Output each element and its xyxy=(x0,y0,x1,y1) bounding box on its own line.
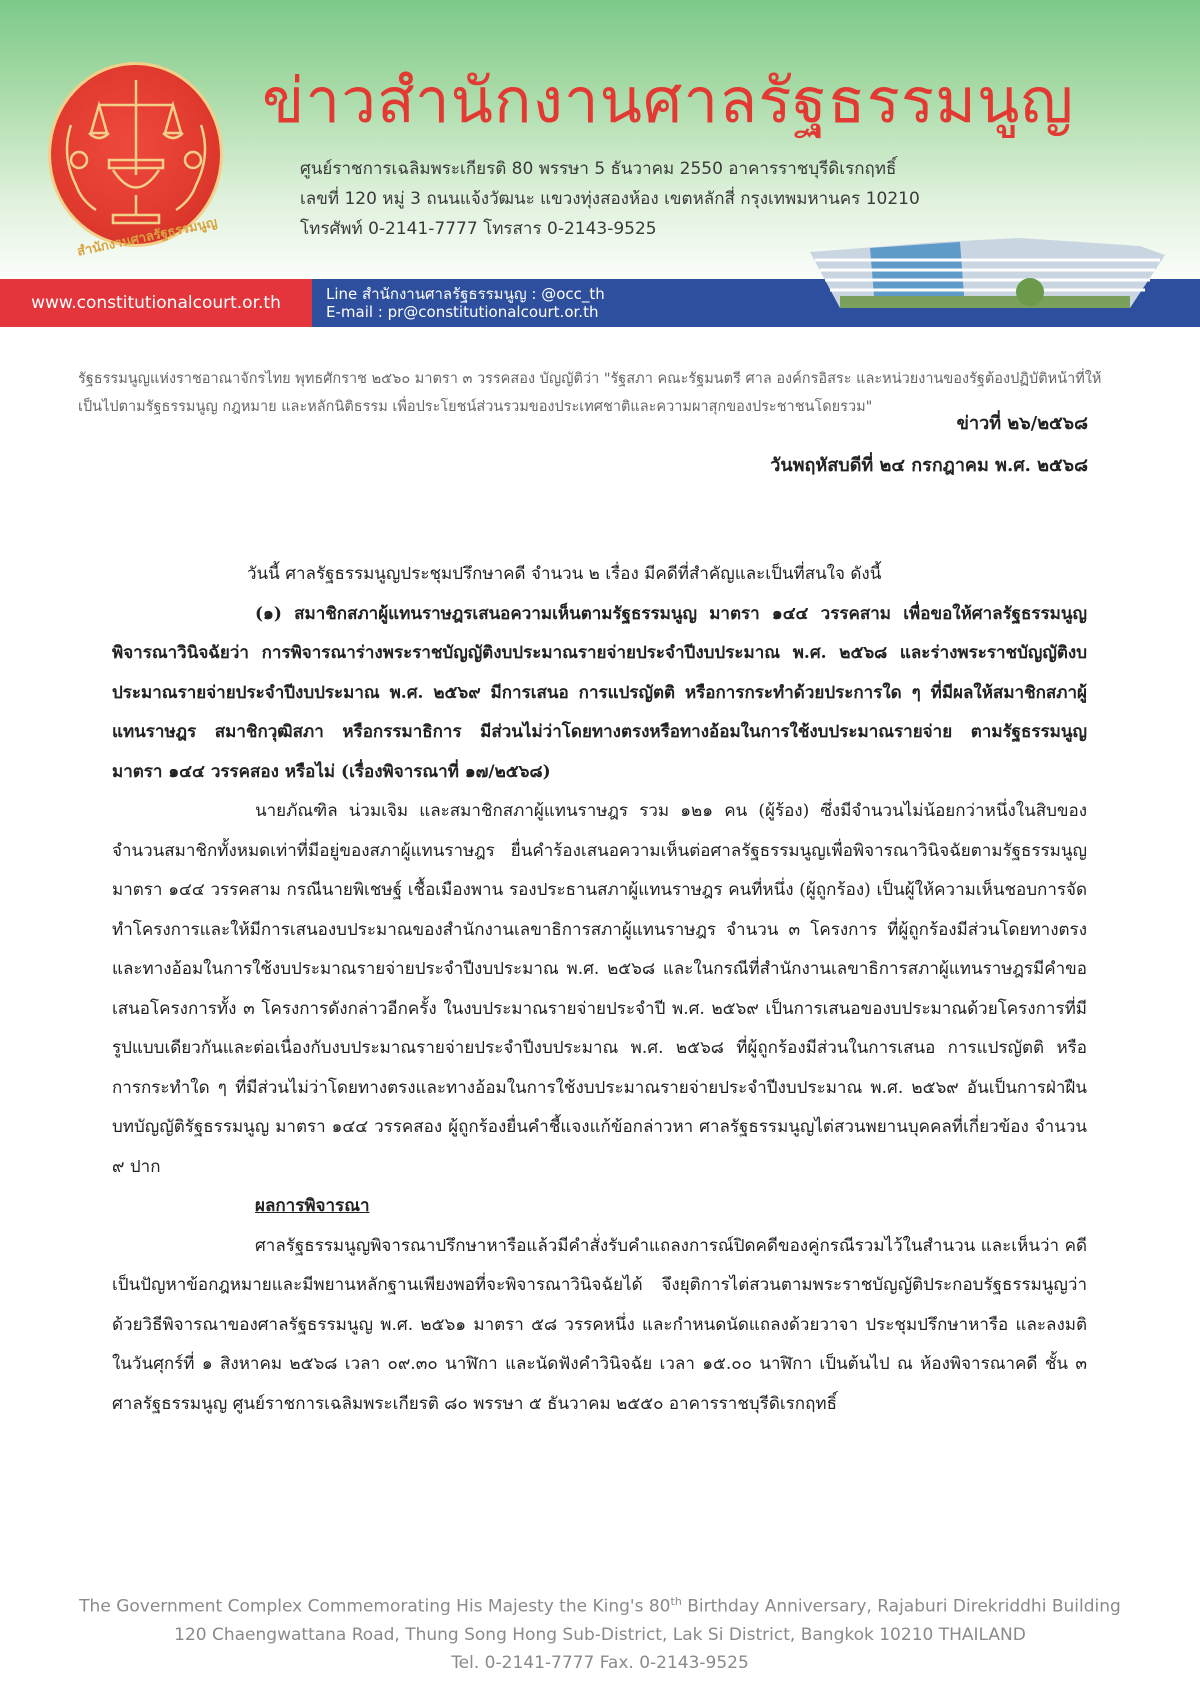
footer-line-3: Tel. 0-2141-7777 Fax. 0-2143-9525 xyxy=(451,1652,749,1673)
constitution-preamble: รัฐธรรมนูญแห่งราชอาณาจักรไทย พุทธศักราช ๒๕๖๐ มาตรา ๓ วรรคสอง บัญญัติว่า "รัฐสภา คณะรัฐมนตรี ศาล องค์กรอิสระ และหน่วยงานของรัฐต้องปฏิบัติหน้าที่ให้เป็นไปตามรัฐธรรมนูญ กฎหมาย และหลักนิติธรรม เพื่อประโยชน์ส่วนรวมของประเทศชาติและความผาสุกของประชาชนโดยรวม" xyxy=(78,371,1102,415)
address-line-1: ศูนย์ราชการเฉลิมพระเกียรติ 80 พรรษา 5 ธันวาคม 2550 อาคารราชบุรีดิเรกฤทธิ์ xyxy=(300,159,897,179)
footer-building-name: Birthday Anniversary, Rajaburi Direkriddhi Building xyxy=(681,1596,1121,1617)
newsletter-title: ข่าวสำนักงานศาลรัฐธรรมนูญ xyxy=(262,64,1075,137)
news-number: ข่าวที่ ๒๖/๒๕๖๘ xyxy=(956,413,1088,434)
result-text: ศาลรัฐธรรมนูญพิจารณาปรึกษาหารือแล้วมีคำสั่งรับคำแถลงการณ์ปิดคดีของคู่กรณีรวมไว้ในสำนวน และเห็นว่า คดีเป็นปัญหาข้อกฎหมายและมีพยานหลักฐานเพียงพอที่จะพิจารณาวินิจฉัยได้ จึงยุติการไต่สวนตามพระราชบัญญัติประกอบรัฐธรรมนูญว่าด้วยวิธีพิจารณาของศาลรัฐธรรมนูญ พ.ศ. ๒๕๖๑ มาตรา ๕๘ วรรคหนึ่ง และกำหนดนัดแถลงด้วยวาจา ประชุมปรึกษาหารือ และลงมติในวันศุกร์ที่ ๑ สิงหาคม ๒๕๖๘ เวลา ๐๙.๓๐ นาฬิกา และนัดฟังคำวินิจฉัย เวลา ๑๕.๐๐ นาฬิกา เป็นต้นไป ณ ห้องพิจารณาคดี ชั้น ๓ ศาลรัฐธรรมนูญ ศูนย์ราชการเฉลิมพระเกียรติ ๘๐ พรรษา ๕ ธันวาคม ๒๕๕๐ อาคารราชบุรีดิเรกฤทธิ์ xyxy=(112,1235,1087,1414)
result-heading: ผลการพิจารณา xyxy=(255,1196,370,1216)
footer-ordinal: th xyxy=(670,1595,682,1608)
case-facts: นายภัณฑิล น่วมเจิม และสมาชิกสภาผู้แทนราษฎร รวม ๑๒๑ คน (ผู้ร้อง) ซึ่งมีจำนวนไม่น้อยกว่าหนึ่งในสิบของจำนวนสมาชิกทั้งหมดเท่าที่มีอยู่ของสภาผู้แทนราษฎร ยื่นคำร้องเสนอความเห็นต่อศาลรัฐธรรมนูญเพื่อพิจารณาวินิจฉัยตามรัฐธรรมนูญ มาตรา ๑๔๔ วรรคสาม กรณีนายพิเชษฐ์ เชื้อเมืองพาน รองประธานสภาผู้แทนราษฎร คนที่หนึ่ง (ผู้ถูกร้อง) เป็นผู้ให้ความเห็นชอบการจัดทำโครงการและให้มีการเสนองบประมาณของสำนักงานเลขาธิการสภาผู้แทนราษฎร จำนวน ๓ โครงการ ที่ผู้ถูกร้องมีส่วนโดยทางตรงและทางอ้อมในการใช้งบประมาณรายจ่ายประจำปีงบประมาณ พ.ศ. ๒๕๖๘ และในกรณีที่สำนักงานเลขาธิการสภาผู้แทนราษฎรมีคำขอเสนอโครงการทั้ง ๓ โครงการดังกล่าวอีกครั้ง ในงบประมาณรายจ่ายประจำปี พ.ศ. ๒๕๖๙ เป็นการเสนอของบประมาณด้วยโครงการที่มีรูปแบบเดียวกันและต่อเนื่องกับงบประมาณรายจ่ายประจำปีงบประมาณ พ.ศ. ๒๕๖๘ ที่ผู้ถูกร้องมีส่วนในการเสนอ การแปรญัตติ หรือการกระทำใด ๆ ที่มีส่วนไม่ว่าโดยทางตรงและทางอ้อมในการใช้งบประมาณรายจ่ายประจำปีงบประมาณ พ.ศ. ๒๕๖๙ อันเป็นการฝ่าฝืนบทบัญญัติรัฐธรรมนูญ มาตรา ๑๔๔ วรรคสอง ผู้ถูกร้องยื่นคำชี้แจงแก้ข้อกล่าวหา ศาลรัฐธรรมนูญไต่สวนพยานบุคคลที่เกี่ยวข้อง จำนวน ๙ ปาก xyxy=(112,801,1087,1177)
news-body xyxy=(112,555,1087,1424)
website-link[interactable]: www.constitutionalcourt.or.th xyxy=(0,279,312,327)
footer-line-2: 120 Chaengwattana Road, Thung Song Hong Sub-District, Lak Si District, Bangkok 10210 THAILAND xyxy=(174,1624,1026,1645)
news-date: วันพฤหัสบดีที่ ๒๔ กรกฎาคม พ.ศ. ๒๕๖๘ xyxy=(770,455,1088,476)
intro-paragraph: วันนี้ ศาลรัฐธรรมนูญประชุมปรึกษาคดี จำนวน ๒ เรื่อง มีคดีที่สำคัญและเป็นที่สนใจ ดังนี้ xyxy=(247,564,882,584)
footer-line-1 xyxy=(0,1588,1200,1621)
address-line-2: เลขที่ 120 หมู่ 3 ถนนแจ้งวัฒนะ แขวงทุ่งสองห้อง เขตหลักสี่ กรุงเทพมหานคร 10210 xyxy=(300,189,920,209)
case-heading: (๑) สมาชิกสภาผู้แทนราษฎรเสนอความเห็นตามรัฐธรรมนูญ มาตรา ๑๔๔ วรรคสาม เพื่อขอให้ศาลรัฐธรรมนูญพิจารณาวินิจฉัยว่า การพิจารณาร่างพระราชบัญญัติงบประมาณรายจ่ายประจำปีงบประมาณ พ.ศ. ๒๕๖๘ และร่างพระราชบัญญัติงบประมาณรายจ่ายประจำปีงบประมาณ พ.ศ. ๒๕๖๙ มีการเสนอ การแปรญัตติ หรือการกระทำด้วยประการใด ๆ ที่มีผลให้สมาชิกสภาผู้แทนราษฎร สมาชิกวุฒิสภา หรือกรรมาธิการ มีส่วนไม่ว่าโดยทางตรงหรือทางอ้อมในการใช้งบประมาณรายจ่าย ตามรัฐธรรมนูญ มาตรา ๑๔๔ วรรคสอง หรือไม่ (เรื่องพิจารณาที่ ๑๗/๒๕๖๘) xyxy=(112,603,1087,782)
seal-caption: สำนักงานศาลรัฐธรรมนูญ xyxy=(75,215,219,260)
line-contact: Line สำนักงานศาลรัฐธรรมนูญ : @occ_th xyxy=(326,285,605,303)
footer-complex-name: The Government Complex Commemorating His Majesty the King's 80 xyxy=(79,1596,671,1617)
phone-fax-line: โทรศัพท์ 0-2141-7777 โทรสาร 0-2143-9525 xyxy=(300,219,657,239)
footer-address xyxy=(0,1588,1200,1677)
letterhead xyxy=(0,0,1200,330)
court-building-image xyxy=(800,230,1170,310)
email-contact[interactable]: E-mail : pr@constitutionalcourt.or.th xyxy=(326,303,599,321)
